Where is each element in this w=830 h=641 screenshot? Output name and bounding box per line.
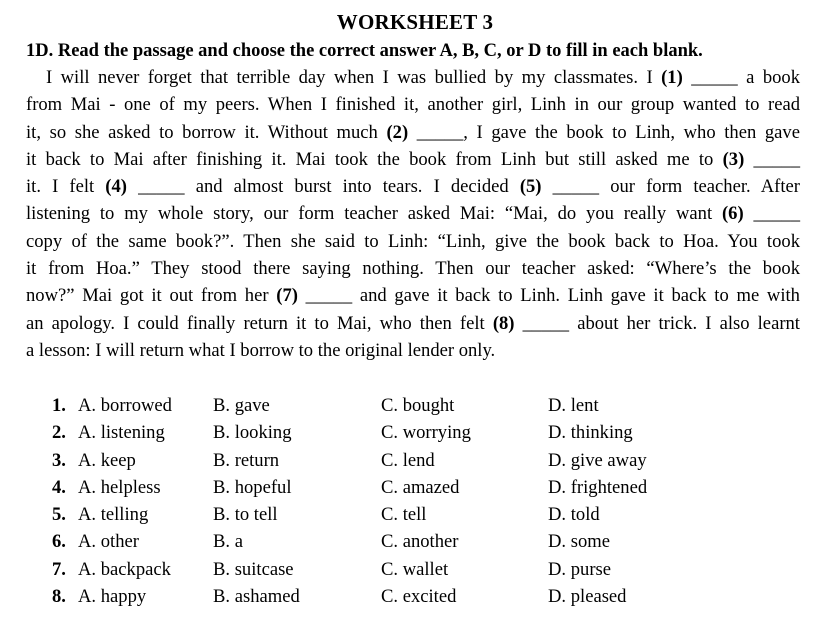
passage-text: _____: [743, 203, 800, 225]
question-number: 6.: [52, 531, 66, 553]
option-a: A. borrowed: [78, 395, 172, 416]
option-b: B. looking: [213, 422, 292, 444]
passage-line: [26, 337, 800, 364]
passage-line: [26, 255, 800, 282]
question-number: 8.: [52, 586, 66, 608]
option-c: C. amazed: [381, 476, 460, 498]
blank-number: (5): [519, 176, 542, 198]
passage-text: it back to Mai after finishing it. Mai took the book from Linh but still asked me to: [26, 148, 723, 170]
option-c: C. lend: [381, 449, 435, 471]
question-row: [52, 419, 752, 446]
passage-text: _____: [744, 148, 801, 170]
option-c: C. worrying: [381, 422, 471, 444]
passage-text: copy of the same book?”. Then she said to Linh: “Linh, give the book back to Hoa. You took: [26, 230, 800, 252]
passage-line: [26, 282, 800, 309]
option-b: B. ashamed: [213, 586, 300, 608]
option-b: B. hopeful: [213, 476, 292, 498]
passage-text: now?” Mai got it out from her: [26, 285, 277, 307]
passage-text: an apology. I could finally return it to Mai, who then felt: [26, 312, 493, 334]
blank-number: (2): [386, 121, 409, 143]
option-a: A. helpless: [78, 476, 161, 498]
passage-text: a lesson: I will return what I borrow to the original lender only.: [26, 339, 496, 361]
passage-line: [26, 91, 800, 118]
page-title: WORKSHEET 3: [336, 10, 494, 34]
question-row: [52, 447, 752, 474]
option-b: B. suitcase: [213, 558, 294, 580]
passage-text: _____ a book: [682, 67, 801, 88]
option-b: B. to tell: [213, 504, 278, 526]
question-row: [52, 528, 752, 555]
passage-text: _____ and almost burst into tears. I decided: [126, 176, 520, 198]
blank-number: (1): [661, 67, 683, 88]
option-a: A. other: [78, 531, 139, 553]
question-number: 7.: [52, 558, 66, 580]
passage-line: [26, 228, 800, 255]
question-row: [52, 392, 752, 419]
passage-text: it from Hoa.” They stood there saying nothing. Then our teacher asked: “Where’s the book: [26, 258, 800, 280]
option-d: D. pleased: [548, 586, 627, 608]
passage-line: [26, 200, 800, 227]
option-b: B. a: [213, 531, 243, 553]
question-row: [52, 556, 752, 583]
answer-options: [52, 392, 752, 610]
option-a: A. listening: [78, 422, 165, 444]
question-number: 3.: [52, 449, 66, 471]
blank-number: (7): [276, 285, 298, 307]
option-a: A. backpack: [78, 558, 171, 580]
passage-line: [26, 146, 800, 173]
option-c: C. excited: [381, 586, 457, 608]
option-a: A. keep: [78, 449, 136, 471]
option-c: C. bought: [381, 395, 455, 416]
option-b: B. gave: [213, 395, 270, 416]
question-number: 1.: [52, 395, 66, 416]
option-a: A. happy: [78, 586, 147, 608]
passage-text: it. I felt: [26, 176, 106, 198]
option-a: A. telling: [78, 504, 149, 526]
option-d: D. purse: [548, 558, 611, 580]
passage-text: from Mai - one of my peers. When I finished it, another girl, Linh in our group wanted to read: [26, 94, 800, 116]
passage-line: [26, 310, 800, 337]
question-row: [52, 501, 752, 528]
question-row: [52, 583, 752, 610]
option-c: C. another: [381, 531, 459, 553]
question-number: 4.: [52, 476, 66, 498]
blank-number: (3): [722, 148, 745, 170]
option-d: D. give away: [548, 449, 647, 471]
option-d: D. frightened: [548, 476, 648, 498]
passage-text: listening to my whole story, our form teacher asked Mai: “Mai, do you really want: [26, 203, 722, 225]
option-d: D. some: [548, 531, 610, 553]
passage-line: [26, 119, 800, 146]
option-c: C. wallet: [381, 558, 449, 580]
passage-text: _____, I gave the book to Linh, who then gave: [408, 121, 800, 143]
passage-text: _____ our form teacher. After: [541, 176, 800, 198]
option-d: D. thinking: [548, 422, 633, 444]
option-c: C. tell: [381, 504, 427, 526]
reading-passage: [26, 64, 800, 364]
blank-number: (8): [492, 312, 515, 334]
passage-text: _____ about her trick. I also learnt: [514, 312, 800, 334]
passage-text: _____ and gave it back to Linh. Linh gave it back to me with: [297, 285, 800, 307]
passage-text: I will never forget that terrible day when I was bullied by my classmates. I: [46, 67, 662, 88]
question-row: [52, 474, 752, 501]
passage-line: [26, 173, 800, 200]
instruction-heading: 1D. Read the passage and choose the correct answer A, B, C, or D to fill in each blank.: [26, 41, 703, 61]
option-d: D. lent: [548, 395, 599, 416]
blank-number: (4): [105, 176, 127, 198]
blank-number: (6): [721, 203, 744, 225]
question-number: 5.: [52, 504, 66, 526]
option-b: B. return: [213, 449, 280, 471]
passage-text: it, so she asked to borrow it. Without much: [26, 121, 387, 143]
question-number: 2.: [52, 422, 66, 444]
passage-line: [26, 64, 800, 91]
option-d: D. told: [548, 504, 600, 526]
